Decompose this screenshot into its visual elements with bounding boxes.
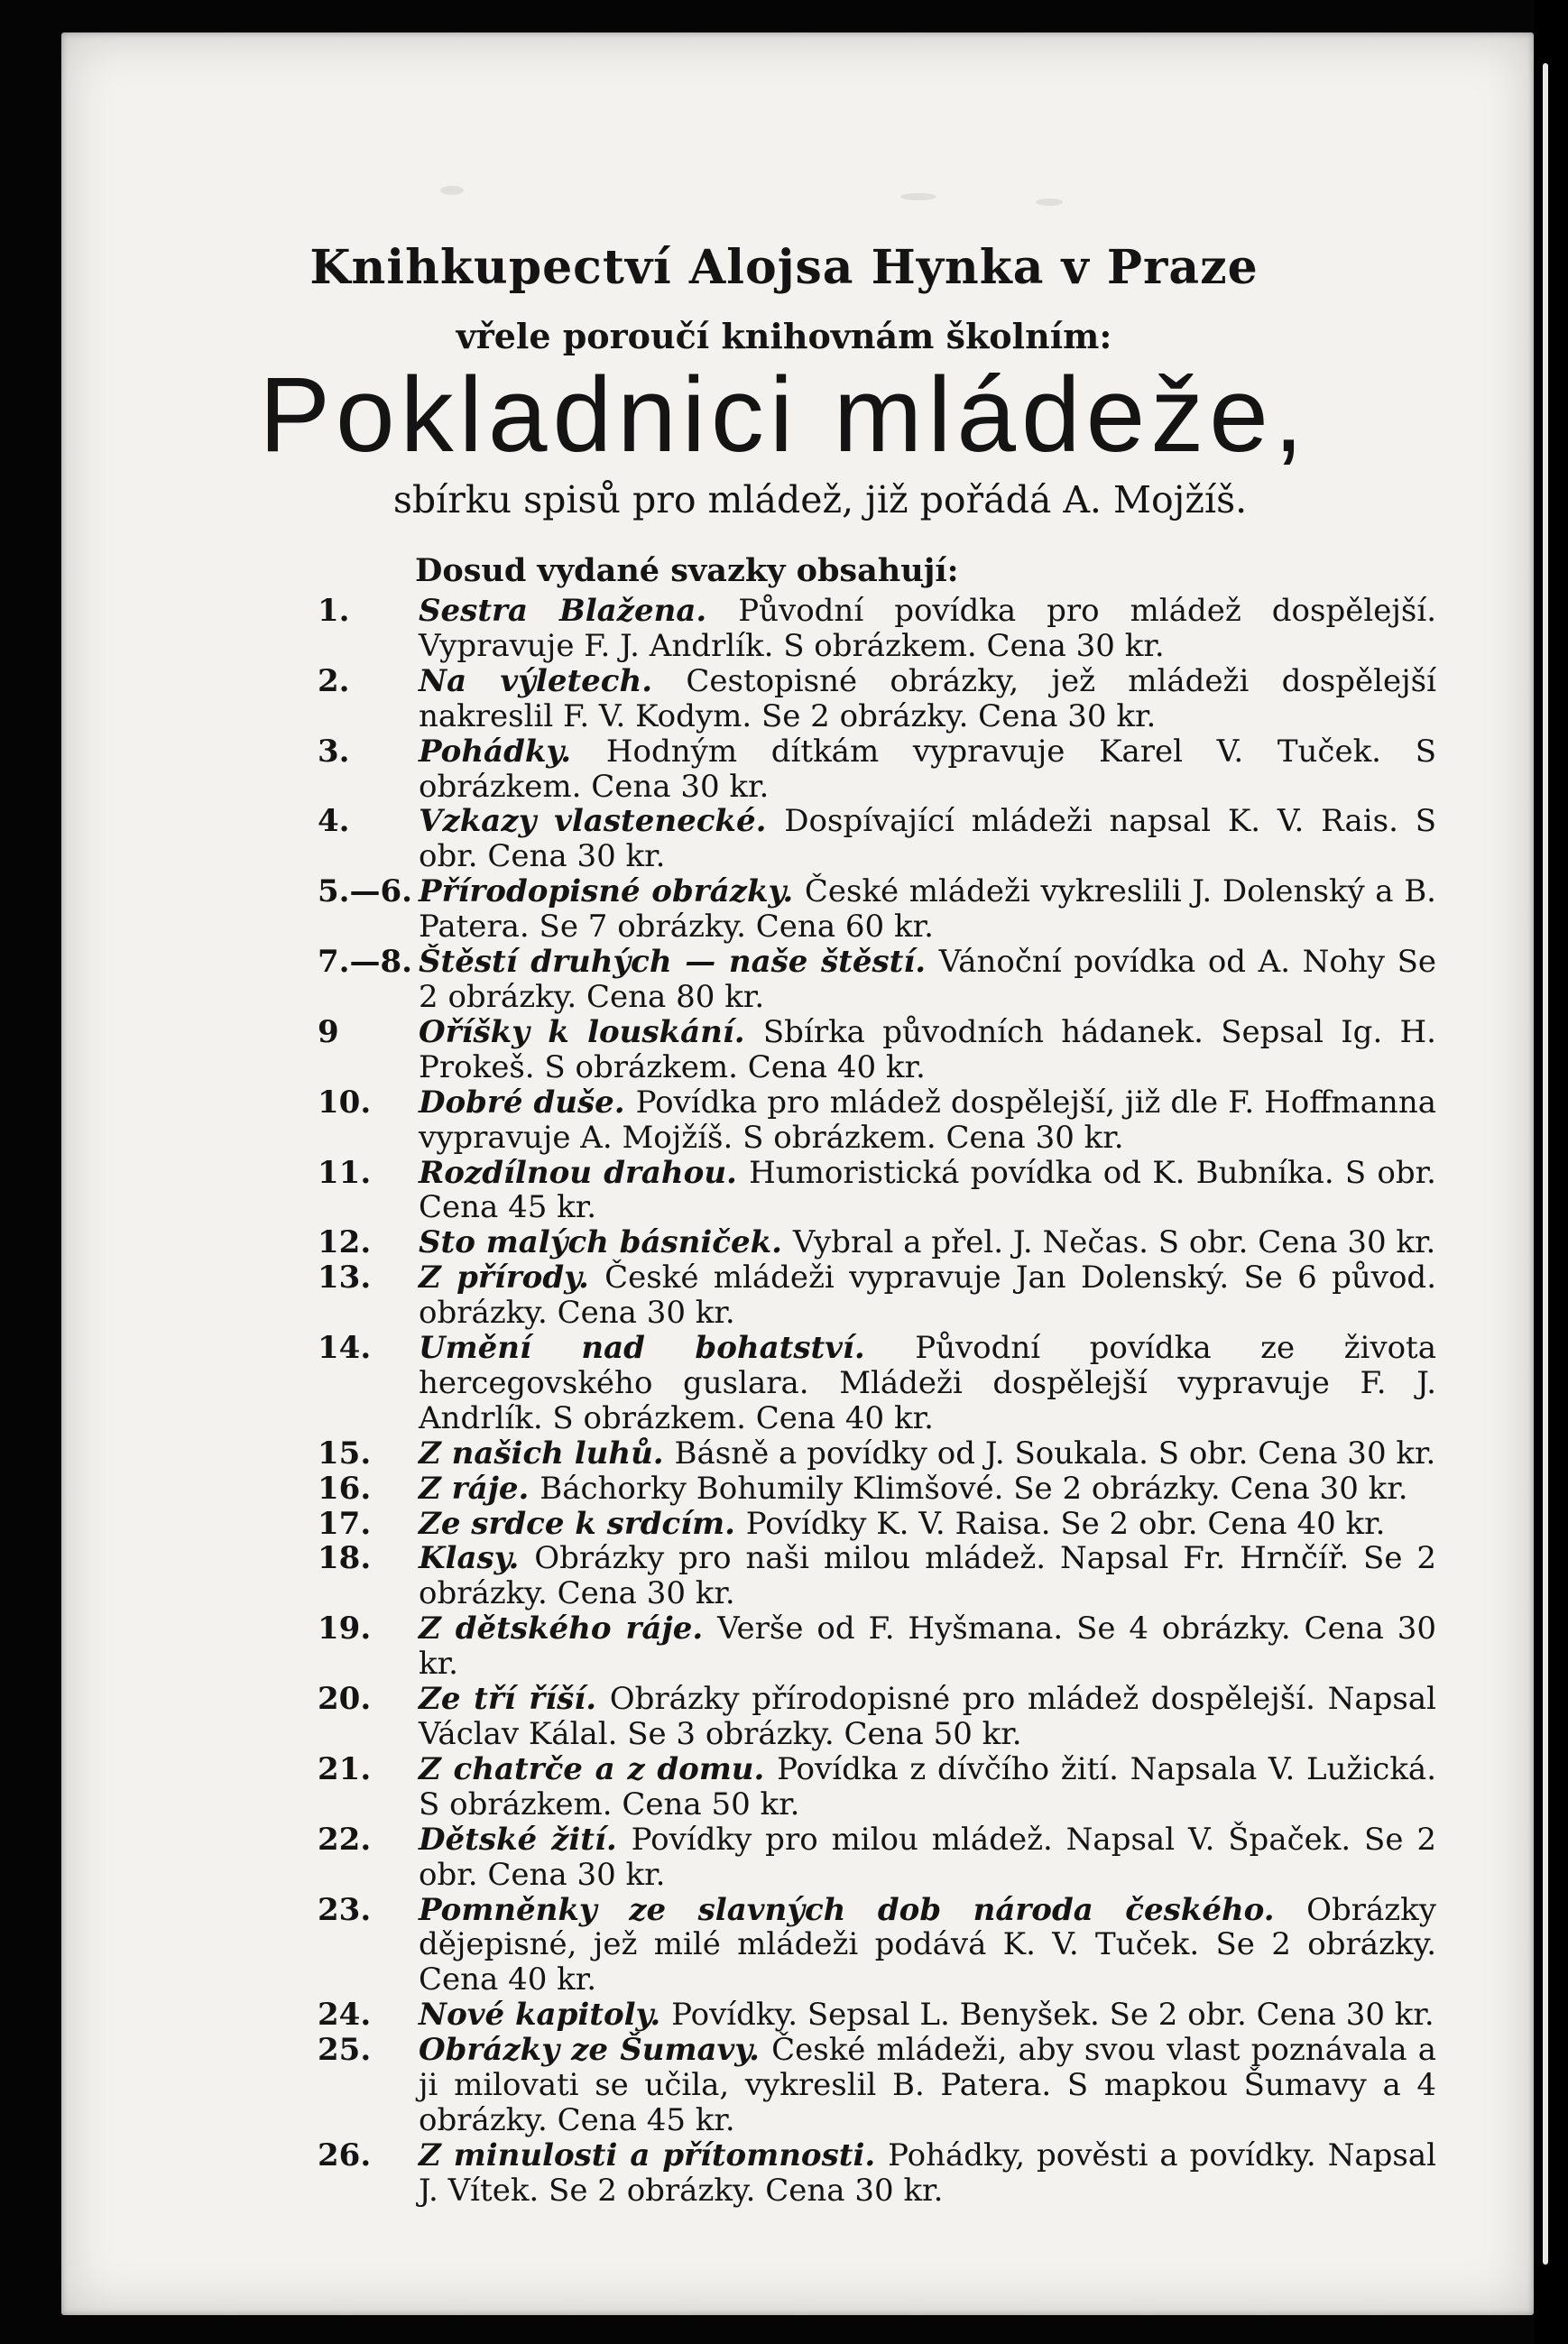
- volume-description: Povídka z dívčího žití. Napsala V. Lužická. S obrázkem. Cena 50 kr.: [419, 1750, 1437, 1823]
- volume-description: Hodným dítkám vypravuje Karel V. Tuček. S obrázkem. Cena 30 kr.: [419, 733, 1436, 805]
- volume-entry: [318, 1472, 1436, 1507]
- volume-description: Vybral a přel. J. Nečas. S obr. Cena 30 kr.: [792, 1224, 1436, 1261]
- volume-title: Na výletech.: [419, 662, 687, 699]
- volume-description: Původní povídka ze života hercegovského guslara. Mládeži dospělejší vypravuje F. J. Andrlík. S obrázkem. Cena 40 kr.: [419, 1330, 1436, 1436]
- volume-title: Umění nad bohatství.: [419, 1330, 916, 1367]
- volume-title: Vzkazy vlastenecké.: [419, 803, 785, 840]
- volume-description: Povídky pro milou mládež. Napsal V. Špaček. Se 2 obr. Cena 30 kr.: [419, 1821, 1436, 1893]
- volume-number: 24.: [318, 1997, 372, 2034]
- volume-description: Verše od F. Hyšmana. Se 4 obrázky. Cena 30 kr.: [419, 1610, 1436, 1683]
- volume-description: Obrázky dějepisné, jež milé mládeži podává K. V. Tuček. Se 2 obrázky. Cena 40 kr.: [419, 1891, 1436, 1998]
- volume-number: 20.: [318, 1681, 372, 1718]
- volume-description: Obrázky přírodopisné pro mládež dospělejší. Napsal Václav Kálal. Se 3 obrázky. Cena 50 kr.: [419, 1681, 1436, 1752]
- volume-number: 13.: [318, 1260, 372, 1297]
- volume-entry: [318, 1998, 1436, 2033]
- volume-entry: [318, 1225, 1436, 1260]
- volume-number: 9: [318, 1013, 339, 1050]
- volume-description: Humoristická povídka od K. Bubníka. S obr. Cena 45 kr.: [419, 1154, 1436, 1226]
- volume-entry: [318, 1893, 1436, 1998]
- volume-number: 4.: [318, 803, 350, 840]
- volume-title: Nové kapitoly.: [419, 1997, 672, 2034]
- volume-title: Z ráje.: [419, 1470, 540, 1507]
- volume-description: Původní povídka pro mládež dospělejší. Vypravuje F. J. Andrlík. S obrázkem. Cena 30 kr.: [419, 593, 1436, 664]
- volume-title: Klasy.: [419, 1540, 535, 1577]
- volume-entry: [318, 1823, 1436, 1893]
- volume-number: 17.: [318, 1505, 372, 1542]
- volume-description: Básně a povídky od J. Soukala. S obr. Cena 30 kr.: [674, 1435, 1436, 1472]
- volume-entry: [318, 945, 1436, 1015]
- volume-title: Pohádky.: [419, 733, 606, 770]
- volume-number: 25.: [318, 2032, 372, 2069]
- volume-entry: [318, 804, 1436, 874]
- volume-description: Povídky K. V. Raisa. Se 2 obr. Cena 40 kr.: [745, 1505, 1386, 1542]
- volume-description: Pohádky, pověsti a povídky. Napsal J. Vítek. Se 2 obrázky. Cena 30 kr.: [419, 2136, 1436, 2209]
- volume-description: České mládeži vypravuje Jan Dolenský. Se 6 původ. obrázky. Cena 30 kr.: [419, 1260, 1436, 1332]
- volume-title: Ze tří říší.: [419, 1681, 610, 1718]
- volume-description: Povídky. Sepsal L. Benyšek. Se 2 obr. Cena 30 kr.: [671, 1997, 1434, 2034]
- publisher-heading: Knihkupectví Alojsa Hynka v Praze: [309, 240, 1259, 295]
- volume-description: Obrázky pro naši milou mládež. Napsal Fr. Hrnčíř. Se 2 obrázky. Cena 30 kr.: [419, 1540, 1436, 1612]
- volume-description: Dospívající mládeži napsal K. V. Rais. S obr. Cena 30 kr.: [419, 803, 1436, 875]
- volume-number: 3.: [318, 733, 350, 770]
- volume-number: 14.: [318, 1330, 372, 1367]
- volume-title: Oříšky k louskání.: [419, 1013, 763, 1050]
- volume-title: Obrázky ze Šumavy.: [419, 2032, 772, 2069]
- volume-entry: [318, 664, 1436, 734]
- volume-entry: [318, 734, 1436, 805]
- volume-entry: [318, 1436, 1436, 1472]
- volume-entry: [318, 1752, 1436, 1823]
- volume-title: Přírodopisné obrázky.: [419, 873, 805, 910]
- series-title: Pokladnici mládeže,: [259, 355, 1309, 475]
- volume-number: 12.: [318, 1224, 372, 1261]
- volume-entry: [318, 1156, 1436, 1226]
- volume-number: 22.: [318, 1821, 372, 1858]
- volume-title: Pomněnky ze slavných dob národa českého.: [419, 1891, 1307, 1928]
- volume-number: 10.: [318, 1084, 372, 1121]
- volume-title: Z chatrče a z domu.: [419, 1750, 778, 1787]
- volume-number: 11.: [318, 1154, 372, 1191]
- volume-description: Vánoční povídka od A. Nohy Se 2 obrázky. Cena 80 kr.: [419, 944, 1436, 1015]
- volume-number: 16.: [318, 1470, 372, 1507]
- volume-entry: [318, 2138, 1436, 2209]
- volume-description: Báchorky Bohumily Klimšové. Se 2 obrázky. Cena 30 kr.: [540, 1470, 1408, 1507]
- volume-title: Z dětského ráje.: [419, 1610, 718, 1647]
- volume-entry: [318, 1507, 1436, 1542]
- volume-description: České mládeži vykreslili J. Dolenský a B. Patera. Se 7 obrázky. Cena 60 kr.: [419, 873, 1436, 946]
- volume-number: 2.: [318, 662, 350, 699]
- volume-number: 5.—6.: [318, 873, 412, 910]
- volume-list: [318, 594, 1436, 2209]
- volume-title: Dětské žití.: [419, 1821, 632, 1858]
- volume-title: Ze srdce k srdcím.: [419, 1505, 746, 1542]
- volume-title: Štěstí druhých — naše štěstí.: [419, 944, 939, 981]
- volume-title: Z minulosti a přítomnosti.: [419, 2136, 889, 2173]
- volume-number: 15.: [318, 1435, 372, 1472]
- recommendation-line: vřele poroučí knihovnám školním:: [456, 316, 1112, 356]
- volume-number: 23.: [318, 1891, 372, 1928]
- volume-entry: [318, 874, 1436, 945]
- volume-number: 1.: [318, 593, 350, 629]
- contents-heading: Dosud vydané svazky obsahují:: [415, 552, 959, 589]
- volume-number: 7.—8.: [318, 944, 412, 981]
- volume-entry: [318, 1085, 1436, 1156]
- series-subtitle: sbírku spisů pro mládež, již pořádá A. Mojžíš.: [392, 478, 1248, 521]
- volume-entry: [318, 1331, 1436, 1436]
- volume-entry: [318, 1541, 1436, 1611]
- volume-title: Sestra Blažena.: [419, 593, 739, 629]
- volume-entry: [318, 1682, 1436, 1752]
- volume-entry: [318, 2033, 1436, 2138]
- volume-number: 19.: [318, 1610, 372, 1647]
- volume-description: Povídka pro mládež dospělejší, již dle F. Hoffmanna vypravuje A. Mojžíš. S obrázkem. Cena 30 kr.: [419, 1084, 1436, 1156]
- volume-description: České mládeži, aby svou vlast poznávala a ji milovati se učila, vykreslil B. Patera. S mapkou Šumavy a 4 obrázky. Cena 45 kr.: [419, 2032, 1436, 2138]
- volume-title: Z našich luhů.: [419, 1435, 675, 1472]
- volume-number: 21.: [318, 1750, 372, 1787]
- volume-title: Dobré duše.: [419, 1084, 636, 1121]
- volume-entry: [318, 1611, 1436, 1682]
- volume-title: Rozdílnou drahou.: [419, 1154, 750, 1191]
- volume-title: Z přírody.: [419, 1260, 605, 1297]
- volume-title: Sto malých básniček.: [419, 1224, 793, 1261]
- volume-number: 18.: [318, 1540, 372, 1577]
- volume-entry: [318, 1260, 1436, 1331]
- volume-entry: [318, 1015, 1436, 1085]
- volume-number: 26.: [318, 2136, 372, 2173]
- volume-entry: [318, 594, 1436, 664]
- volume-description: Sbírka původních hádanek. Sepsal Ig. H. Prokeš. S obrázkem. Cena 40 kr.: [419, 1013, 1436, 1085]
- volume-description: Cestopisné obrázky, jež mládeži dospělejší nakreslil F. V. Kodym. Se 2 obrázky. Cena 30 kr.: [419, 662, 1436, 734]
